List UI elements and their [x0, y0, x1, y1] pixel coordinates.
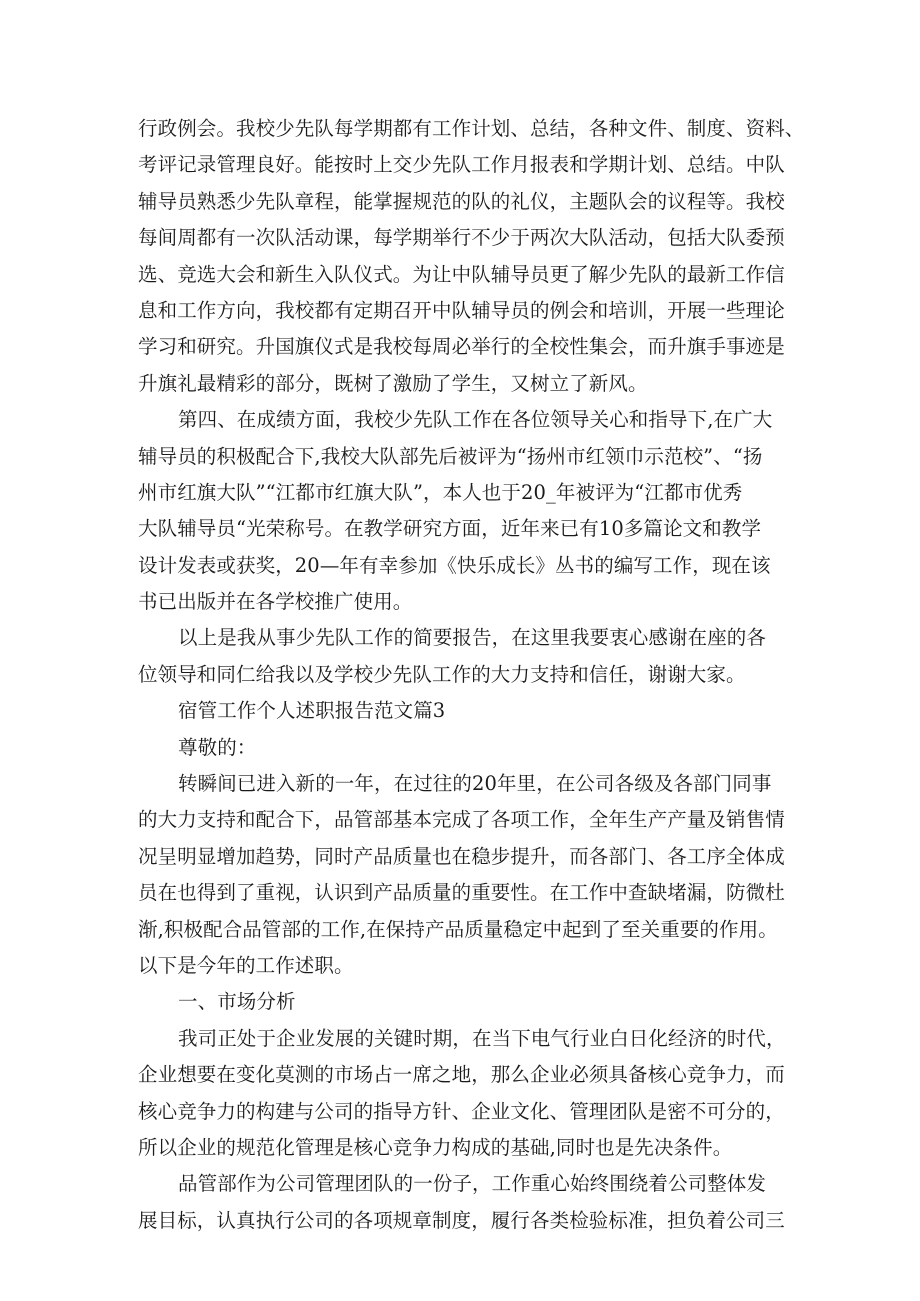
text-line: 选、竞选大会和新生入队仪式。为让中队辅导员更了解少先队的最新工作信	[138, 262, 785, 286]
text-line: 升旗礼最精彩的部分，既树了激励了学生，又树立了新风。	[138, 371, 648, 395]
text-line: 息和工作方向，我校都有定期召开中队辅导员的例会和培训，开展一些理论	[138, 298, 785, 322]
text-line: 企业想要在变化莫测的市场占一席之地，那么企业必须具备核心竞争力，而	[138, 1063, 785, 1087]
text-line: 以下是今年的工作述职。	[138, 953, 354, 977]
text-line: 以上是我从事少先队工作的简要报告，在这里我要衷心感谢在座的各	[178, 626, 767, 650]
text-line: 大队辅导员“光荣称号。在教学研究方面，近年来已有10多篇论文和教学	[138, 517, 762, 541]
text-line: 考评记录管理良好。能按时上交少先队工作月报表和学期计划、总结。中队	[138, 153, 785, 177]
text-line: 每间周都有一次队活动课，每学期举行不少于两次大队活动，包括大队委预	[138, 226, 785, 250]
text-line: 员在也得到了重视，认识到产品质量的重要性。在工作中查缺堵漏，防微杜	[138, 881, 785, 905]
text-line: 的大力支持和配合下，品管部基本完成了各项工作，全年生产产量及销售情	[138, 808, 785, 832]
text-line: 辅导员的积极配合下,我校大队部先后被评为“扬州市红领巾示范校”、“扬	[138, 444, 763, 468]
text-line: 展目标，认真执行公司的各项规章制度，履行各类检验标准，担负着公司三	[138, 1208, 785, 1232]
text-line: 州市红旗大队”“江都市红旗大队”，本人也于20_年被评为“江都市优秀	[138, 480, 743, 504]
text-line: 尊敬的：	[178, 735, 257, 759]
text-line: 品管部作为公司管理团队的一份子，工作重心始终围绕着公司整体发	[178, 1172, 767, 1196]
text-line: 转瞬间已进入新的一年，在过往的20年里，在公司各级及各部门同事	[178, 772, 772, 796]
text-line: 一、市场分析	[178, 990, 296, 1014]
text-line: 书已出版并在各学校推广使用。	[138, 590, 413, 614]
document-body	[138, 111, 805, 1239]
text-line: 学习和研究。升国旗仪式是我校每周必举行的全校性集会，而升旗手事迹是	[138, 335, 785, 359]
text-line: 渐,积极配合品管部的工作,在保持产品质量稳定中起到了至关重要的作用。	[138, 917, 778, 941]
text-line: 位领导和同仁给我以及学校少先队工作的大力支持和信任，谢谢大家。	[138, 662, 746, 686]
text-line: 设计发表或获奖，20—年有幸参加《快乐成长》丛书的编写工作，现在该	[138, 553, 771, 577]
text-line: 宿管工作个人述职报告范文篇3	[178, 699, 446, 723]
text-line: 行政例会。我校少先队每学期都有工作计划、总结，各种文件、制度、资料、	[138, 117, 805, 140]
text-line: 核心竞争力的构建与公司的指导方针、企业文化、管理团队是密不可分的，	[138, 1099, 785, 1123]
text-line: 我司正处于企业发展的关键时期，在当下电气行业白日化经济的时代，	[178, 1026, 786, 1050]
text-line: 第四、在成绩方面，我校少先队工作在各位领导关心和指导下,在广大	[178, 408, 773, 432]
text-line: 所以企业的规范化管理是核心竞争力构成的基础,同时也是先决条件。	[138, 1135, 733, 1159]
text-line: 辅导员熟悉少先队章程，能掌握规范的队的礼仪，主题队会的议程等。我校	[138, 189, 785, 213]
text-line: 况呈明显增加趋势，同时产品质量也在稳步提升，而各部门、各工序全体成	[138, 844, 785, 868]
